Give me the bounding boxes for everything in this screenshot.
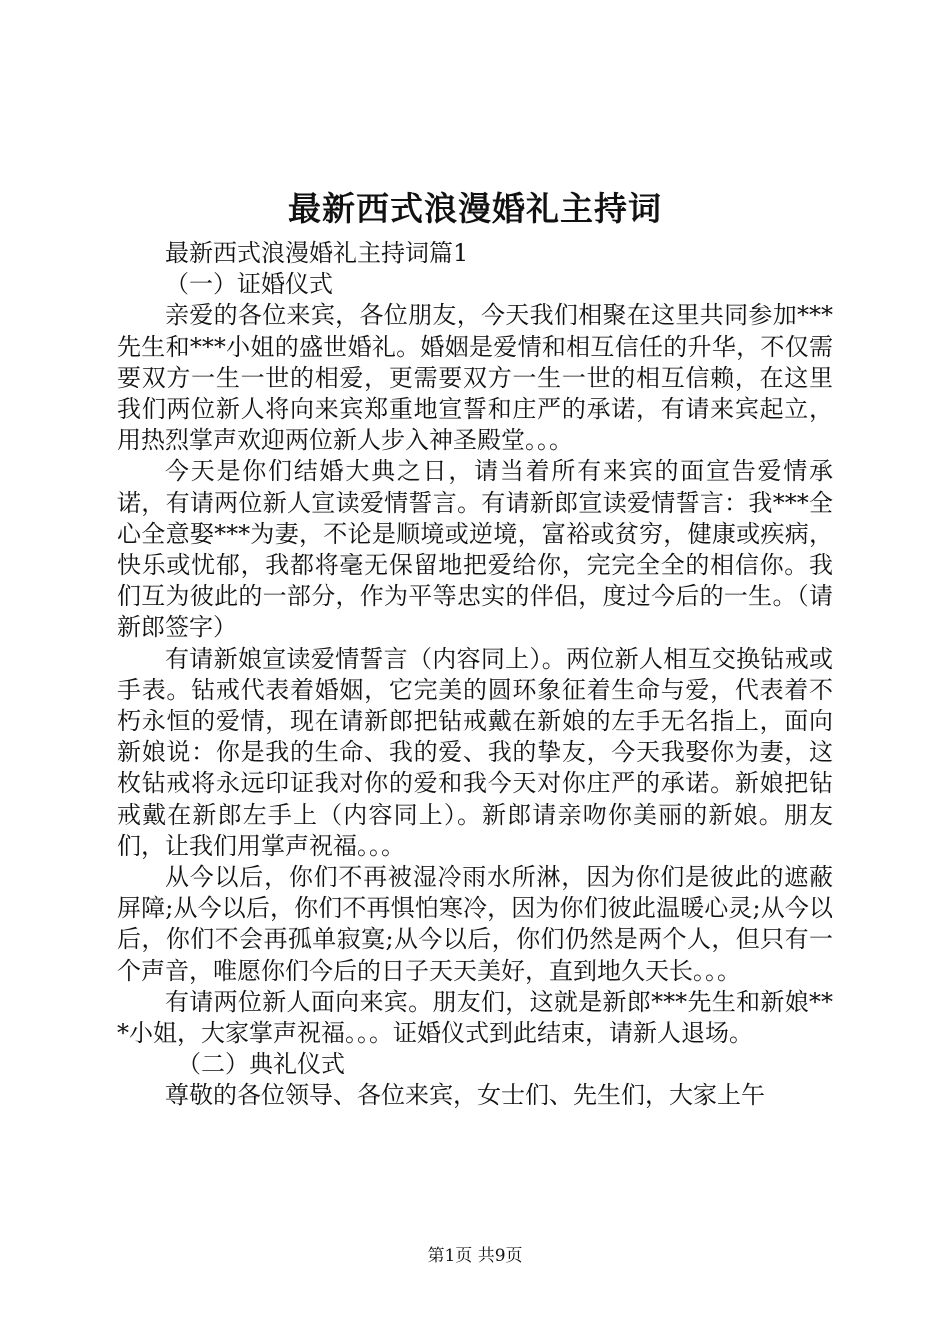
paragraph: 从今以后，你们不再被湿冷雨水所淋，因为你们是彼此的遮蔽屏障;从今以后，你们不再惧怕寒冷，因为你们彼此温暖心灵;从今以后，你们不会再孤单寂寞;从今以后，你们仍然是两个人，但只有一个声音，唯愿你们今后的日子天天美好，直到地久天长。。。 bbox=[117, 863, 833, 985]
document-body bbox=[117, 238, 833, 1112]
subsection-heading: （一）证婚仪式 bbox=[165, 270, 333, 299]
section-heading: 最新西式浪漫婚礼主持词篇1 bbox=[165, 239, 469, 267]
paragraph: 今天是你们结婚大典之日，请当着所有来宾的面宣告爱情承诺，有请两位新人宣读爱情誓言。有请新郎宣读爱情誓言：我***全心全意娶***为妻，不论是顺境或逆境，富裕或贫穷，健康或疾病，快乐或忧郁，我都将毫无保留地把爱给你，完完全全的相信你。我们互为彼此的一部分，作为平等忠实的伴侣，度过今后的一生。（请新郎签字） bbox=[117, 457, 833, 642]
paragraph: 有请两位新人面向来宾。朋友们，这就是新郎***先生和新娘***小姐，大家掌声祝福。。。证婚仪式到此结束，请新人退场。 bbox=[117, 987, 833, 1048]
subsection-heading: （二）典礼仪式 bbox=[177, 1050, 345, 1079]
paragraph: 尊敬的各位领导、各位来宾，女士们、先生们，大家上午 bbox=[165, 1081, 765, 1110]
paragraph: 有请新娘宣读爱情誓言（内容同上）。两位新人相互交换钻戒或手表。钻戒代表着婚姻，它完美的圆环象征着生命与爱，代表着不朽永恒的爱情，现在请新郎把钻戒戴在新娘的左手无名指上，面向新娘说：你是我的生命、我的爱、我的挚友，今天我娶你为妻，这枚钻戒将永远印证我对你的爱和我今天对你庄严的承诺。新娘把钻戒戴在新郎左手上（内容同上）。新郎请亲吻你美丽的新娘。朋友们，让我们用掌声祝福。。。 bbox=[117, 644, 833, 860]
paragraph: 亲爱的各位来宾，各位朋友，今天我们相聚在这里共同参加***先生和***小姐的盛世婚礼。婚姻是爱情和相互信任的升华，不仅需要双方一生一世的相爱，更需要双方一生一世的相互信赖，在这里我们两位新人将向来宾郑重地宣誓和庄严的承诺，有请来宾起立，用热烈掌声欢迎两位新人步入神圣殿堂。。。 bbox=[117, 301, 833, 455]
page-number-footer: 第1页 共9页 bbox=[427, 1246, 523, 1266]
document-title: 最新西式浪漫婚礼主持词 bbox=[288, 189, 662, 228]
